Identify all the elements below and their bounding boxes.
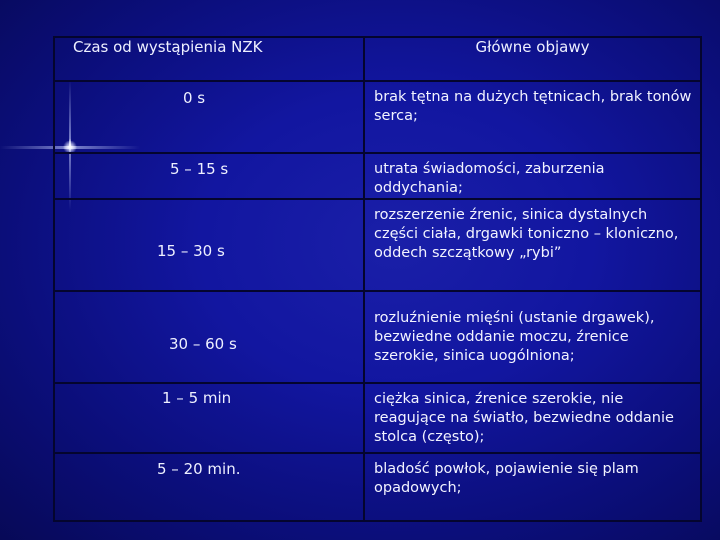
table-header-row xyxy=(54,37,701,81)
table-row xyxy=(54,453,701,521)
time-label: 30 – 60 s xyxy=(169,335,237,353)
time-cell xyxy=(54,453,364,521)
table-row xyxy=(54,383,701,453)
time-cell xyxy=(54,81,364,153)
table-row xyxy=(54,153,701,199)
time-label: 5 – 20 min. xyxy=(157,460,241,478)
time-label: 5 – 15 s xyxy=(170,160,229,178)
symptoms-cell: bladość powłok, pojawienie się plam opadowych; xyxy=(364,453,701,521)
time-label: 15 – 30 s xyxy=(157,242,225,260)
time-cell xyxy=(54,383,364,453)
time-cell xyxy=(54,153,364,199)
header-time: Czas od wystąpienia NZK xyxy=(54,37,364,81)
nzk-symptoms-table xyxy=(53,36,702,522)
symptoms-cell: brak tętna na dużych tętnicach, brak tonów serca; xyxy=(364,81,701,153)
symptoms-cell: ciężka sinica, źrenice szerokie, nie reagujące na światło, bezwiedne oddanie stolca (często); xyxy=(364,383,701,453)
time-cell xyxy=(54,291,364,383)
table-row xyxy=(54,291,701,383)
header-symptoms: Główne objawy xyxy=(364,37,701,81)
time-label: 0 s xyxy=(183,89,206,107)
table-row xyxy=(54,199,701,291)
table-row xyxy=(54,81,701,153)
time-label: 1 – 5 min xyxy=(162,389,232,407)
symptoms-cell: rozluźnienie mięśni (ustanie drgawek), bezwiedne oddanie moczu, źrenice szerokie, sinica uogólniona; xyxy=(364,291,701,383)
symptoms-cell: utrata świadomości, zaburzenia oddychania; xyxy=(364,153,701,199)
time-cell xyxy=(54,199,364,291)
symptoms-cell: rozszerzenie źrenic, sinica dystalnych części ciała, drgawki toniczno – kloniczno, oddech szczątkowy „rybi” xyxy=(364,199,701,291)
